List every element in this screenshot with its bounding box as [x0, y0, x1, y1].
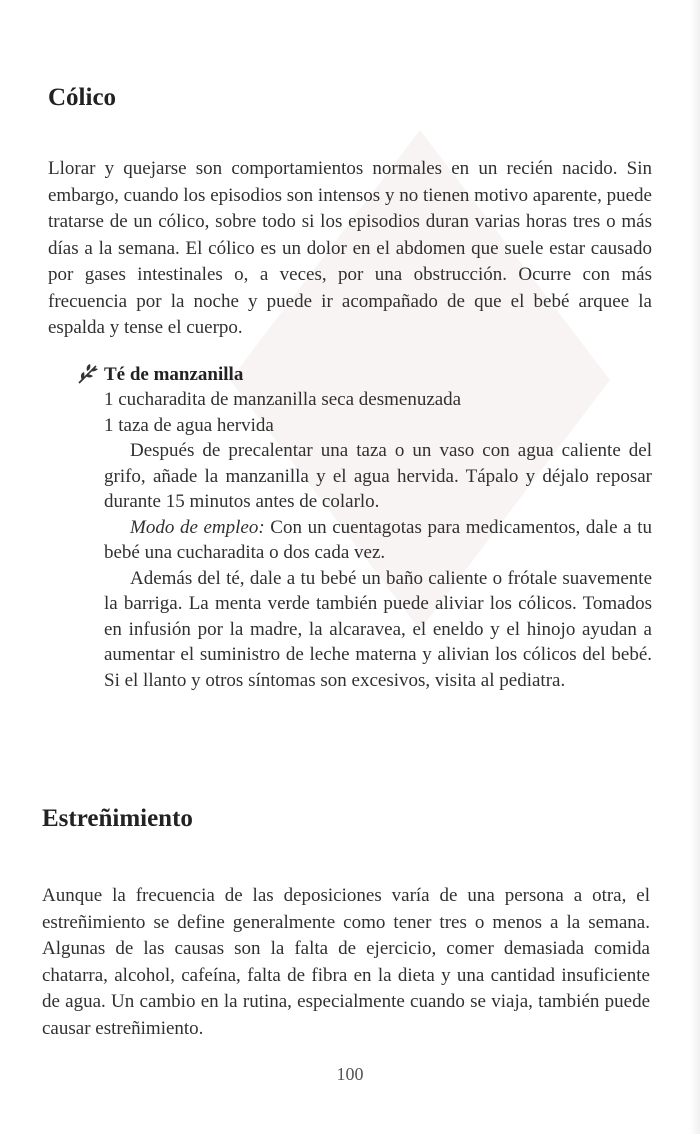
usage-label: Modo de empleo: [130, 516, 265, 538]
remedy-block [104, 362, 652, 693]
ingredient-line: 1 cucharadita de manzanilla seca desmenuzada [104, 389, 462, 410]
usage-text: Con un cuentagotas para medicamentos, dale a tu bebé una cucharadita o dos cada vez. [104, 516, 652, 563]
page-edge-shadow [690, 0, 700, 1134]
colico-paragraph: Llorar y quejarse son comportamientos normales en un recién nacido. Sin embargo, cuando los episodios son intensos y no tienen motivo aparente, puede tratarse de un cólico, sobre todo si los episodios duran varias horas tres o más días a la semana. El cólico es un dolor en el abdomen que suele estar causado por gases intestinales o, a veces, por una obstrucción. Ocurre con más frecuencia por la noche y puede ir acompañado de que el bebé arquee la espalda y tense el cuerpo. [48, 158, 652, 338]
remedy-title-line [104, 362, 652, 387]
remedy-usage [104, 515, 652, 566]
section-heading-estrenimiento: Estreñimiento [42, 805, 193, 832]
section-heading-colico: Cólico [48, 84, 117, 111]
remedy-instructions: Después de precalentar una taza o un vaso con agua caliente del grifo, añade la manzanilla y el agua hervida. Tápalo y déjalo reposar durante 15 minutos antes de colarlo. [104, 440, 652, 512]
ingredient-line: 1 taza de agua hervida [104, 414, 274, 436]
herb-sprig-icon [76, 362, 100, 386]
remedy-title: Té de manzanilla [104, 364, 244, 385]
page-number: 100 [336, 1064, 364, 1084]
remedy-additional: Además del té, dale a tu bebé un baño caliente o frótale suavemente la barriga. La menta verde también puede aliviar los cólicos. Tomados en infusión por la madre, la alcaravea, el eneldo y el hinojo ayudan a aumentar el suministro de leche materna y alivian los cólicos del bebé. Si el llanto y otros síntomas son excesivos, visita al pediatra. [104, 567, 652, 691]
estrenimiento-paragraph: Aunque la frecuencia de las deposiciones varía de una persona a otra, el estreñimiento se define generalmente como tener tres o menos a la semana. Algunas de las causas son la falta de ejercicio, comer demasiada comida chatarra, alcohol, cafeína, falta de fibra en la dieta y una cantidad insuficiente de agua. Un cambio en la rutina, especialmente cuando se viaja, también puede causar estreñimiento. [42, 885, 650, 1039]
